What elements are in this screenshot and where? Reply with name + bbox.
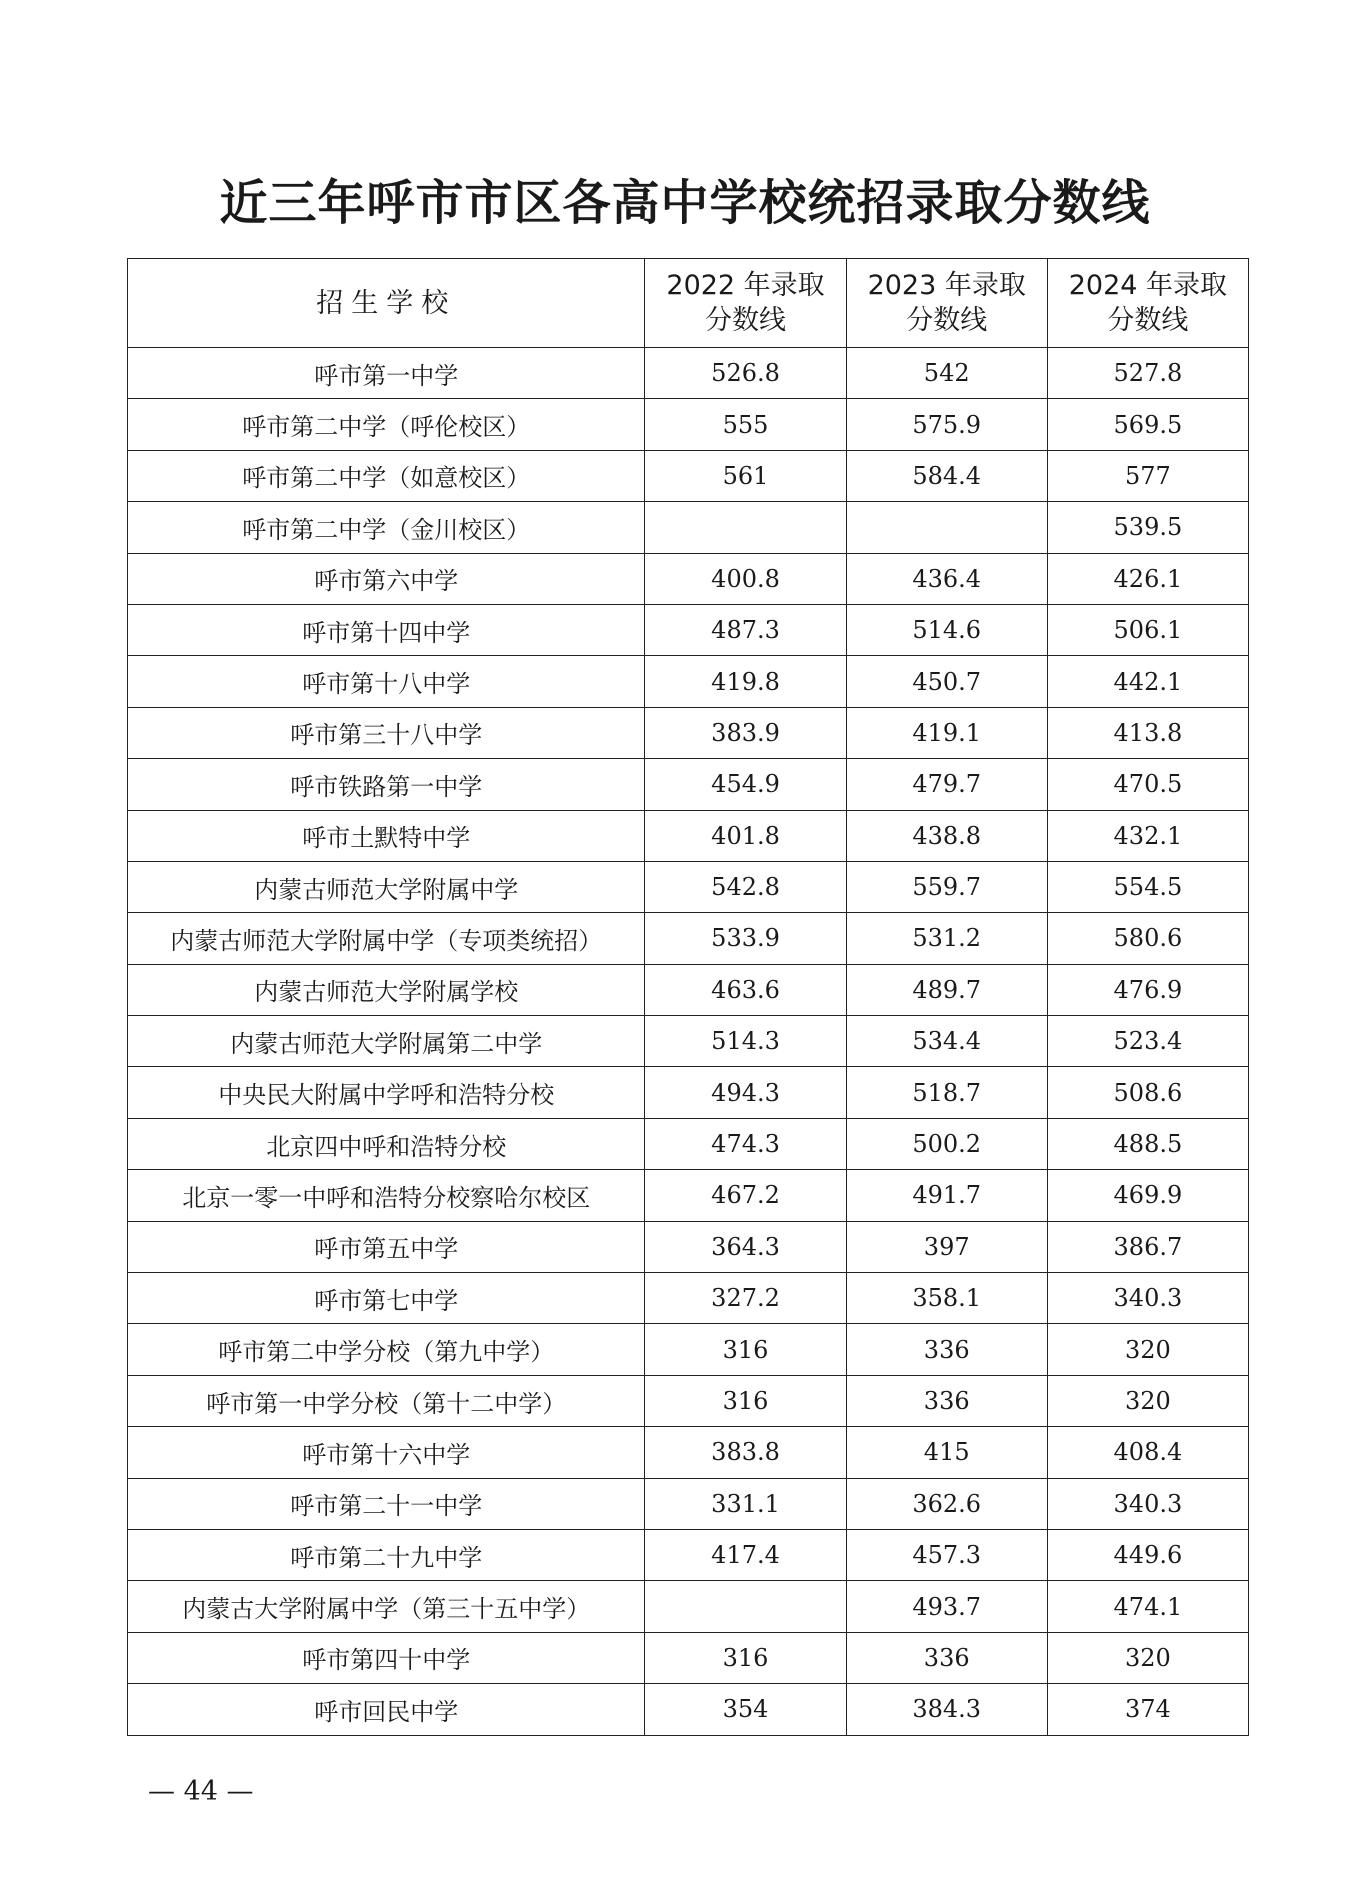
school-name: 呼市第十八中学: [128, 656, 645, 707]
school-name: 呼市第二中学（金川校区）: [128, 502, 645, 553]
score-2022: 383.9: [645, 707, 846, 758]
score-2024: 386.7: [1047, 1221, 1248, 1272]
score-2022: 331.1: [645, 1478, 846, 1529]
score-2024: 413.8: [1047, 707, 1248, 758]
score-2024: 449.6: [1047, 1529, 1248, 1580]
header-2022: [645, 259, 846, 348]
school-name: 呼市第十六中学: [128, 1427, 645, 1478]
score-2022: 401.8: [645, 810, 846, 861]
school-name: 呼市第三十八中学: [128, 707, 645, 758]
score-2022: 514.3: [645, 1016, 846, 1067]
score-2024: 320: [1047, 1632, 1248, 1683]
table-header-row: [128, 259, 1249, 348]
score-2022: 542.8: [645, 861, 846, 912]
score-2023: 491.7: [846, 1170, 1047, 1221]
school-name: 呼市土默特中学: [128, 810, 645, 861]
table-row: [128, 1427, 1249, 1478]
table-row: [128, 656, 1249, 707]
score-2022: 316: [645, 1375, 846, 1426]
school-name: 中央民大附属中学呼和浩特分校: [128, 1067, 645, 1118]
score-2022: [645, 502, 846, 553]
score-2024: 476.9: [1047, 964, 1248, 1015]
score-2024: 442.1: [1047, 656, 1248, 707]
score-2022: 533.9: [645, 913, 846, 964]
table-row: [128, 1170, 1249, 1221]
score-2023: 358.1: [846, 1273, 1047, 1324]
score-2023: 436.4: [846, 553, 1047, 604]
score-2023: 450.7: [846, 656, 1047, 707]
score-2023: 534.4: [846, 1016, 1047, 1067]
score-2023: [846, 502, 1047, 553]
table-row: [128, 604, 1249, 655]
score-2024: 470.5: [1047, 759, 1248, 810]
table-row: [128, 964, 1249, 1015]
score-2023: 336: [846, 1632, 1047, 1683]
score-2023: 500.2: [846, 1118, 1047, 1169]
score-2022: 474.3: [645, 1118, 846, 1169]
score-2024: 577: [1047, 450, 1248, 501]
school-name: 内蒙古师范大学附属学校: [128, 964, 645, 1015]
score-2023: 531.2: [846, 913, 1047, 964]
header-2024: [1047, 259, 1248, 348]
table-row: [128, 1273, 1249, 1324]
school-name: 呼市铁路第一中学: [128, 759, 645, 810]
score-2022: 316: [645, 1632, 846, 1683]
score-2023: 384.3: [846, 1684, 1047, 1735]
score-2022: 561: [645, 450, 846, 501]
score-2022: 364.3: [645, 1221, 846, 1272]
header-2024-line2: 分数线: [1107, 305, 1189, 336]
score-2024: 527.8: [1047, 348, 1248, 399]
school-name: 呼市第六中学: [128, 553, 645, 604]
school-name: 内蒙古师范大学附属第二中学: [128, 1016, 645, 1067]
school-name: 内蒙古师范大学附属中学（专项类统招）: [128, 913, 645, 964]
table-row: [128, 1684, 1249, 1735]
score-2022: 526.8: [645, 348, 846, 399]
score-2022: 555: [645, 399, 846, 450]
table-row: [128, 1118, 1249, 1169]
school-name: 呼市第一中学分校（第十二中学）: [128, 1375, 645, 1426]
school-name: 内蒙古师范大学附属中学: [128, 861, 645, 912]
score-2024: 474.1: [1047, 1581, 1248, 1632]
score-2022: 463.6: [645, 964, 846, 1015]
score-2024: 320: [1047, 1324, 1248, 1375]
score-2024: 488.5: [1047, 1118, 1248, 1169]
header-2024-line1: 2024 年录取: [1068, 270, 1228, 301]
school-name: 呼市第一中学: [128, 348, 645, 399]
table-row: [128, 348, 1249, 399]
score-2022: 467.2: [645, 1170, 846, 1221]
score-2022: 354: [645, 1684, 846, 1735]
admission-score-table: [127, 258, 1249, 1736]
table-row: [128, 1067, 1249, 1118]
score-2024: 539.5: [1047, 502, 1248, 553]
score-2023: 336: [846, 1324, 1047, 1375]
page-title: 近三年呼市市区各高中学校统招录取分数线: [219, 175, 1151, 231]
score-2024: 554.5: [1047, 861, 1248, 912]
score-2023: 514.6: [846, 604, 1047, 655]
table-row: [128, 502, 1249, 553]
score-2022: 487.3: [645, 604, 846, 655]
school-name: 呼市第二中学（呼伦校区）: [128, 399, 645, 450]
school-name: 呼市第五中学: [128, 1221, 645, 1272]
school-name: 呼市第二十九中学: [128, 1529, 645, 1580]
score-2022: 454.9: [645, 759, 846, 810]
score-2023: 584.4: [846, 450, 1047, 501]
school-name: 呼市第七中学: [128, 1273, 645, 1324]
table-row: [128, 1324, 1249, 1375]
score-2024: 432.1: [1047, 810, 1248, 861]
table-row: [128, 1375, 1249, 1426]
score-2024: 340.3: [1047, 1478, 1248, 1529]
table-row: [128, 759, 1249, 810]
score-2023: 479.7: [846, 759, 1047, 810]
school-name: 呼市回民中学: [128, 1684, 645, 1735]
school-name: 呼市第十四中学: [128, 604, 645, 655]
score-2022: 316: [645, 1324, 846, 1375]
table-row: [128, 707, 1249, 758]
score-2024: 408.4: [1047, 1427, 1248, 1478]
score-2023: 542: [846, 348, 1047, 399]
score-2023: 457.3: [846, 1529, 1047, 1580]
score-2023: 493.7: [846, 1581, 1047, 1632]
score-2023: 419.1: [846, 707, 1047, 758]
school-name: 呼市第二中学分校（第九中学）: [128, 1324, 645, 1375]
score-2024: 426.1: [1047, 553, 1248, 604]
table-row: [128, 1221, 1249, 1272]
score-2022: 417.4: [645, 1529, 846, 1580]
school-name: 北京一零一中呼和浩特分校察哈尔校区: [128, 1170, 645, 1221]
score-2024: 374: [1047, 1684, 1248, 1735]
header-2023-line2: 分数线: [906, 305, 988, 336]
score-2024: 469.9: [1047, 1170, 1248, 1221]
header-school: 招生学校: [128, 259, 645, 348]
score-2024: 508.6: [1047, 1067, 1248, 1118]
school-name: 呼市第四十中学: [128, 1632, 645, 1683]
school-name: 呼市第二十一中学: [128, 1478, 645, 1529]
score-2022: 383.8: [645, 1427, 846, 1478]
score-2023: 438.8: [846, 810, 1047, 861]
score-2024: 580.6: [1047, 913, 1248, 964]
score-2024: 340.3: [1047, 1273, 1248, 1324]
table-row: [128, 1581, 1249, 1632]
table-row: [128, 1529, 1249, 1580]
score-2023: 575.9: [846, 399, 1047, 450]
score-2022: 494.3: [645, 1067, 846, 1118]
header-2023: [846, 259, 1047, 348]
school-name: 呼市第二中学（如意校区）: [128, 450, 645, 501]
header-2022-line1: 2022 年录取: [666, 270, 825, 301]
score-2023: 518.7: [846, 1067, 1047, 1118]
table-row: [128, 1478, 1249, 1529]
school-name: 北京四中呼和浩特分校: [128, 1118, 645, 1169]
table-row: [128, 810, 1249, 861]
score-2023: 489.7: [846, 964, 1047, 1015]
table-row: [128, 861, 1249, 912]
table-row: [128, 1632, 1249, 1683]
score-2022: 400.8: [645, 553, 846, 604]
score-2024: 569.5: [1047, 399, 1248, 450]
table-row: [128, 450, 1249, 501]
table-row: [128, 1016, 1249, 1067]
page-number: — 44 —: [148, 1776, 254, 1807]
school-name: 内蒙古大学附属中学（第三十五中学）: [128, 1581, 645, 1632]
score-2023: 336: [846, 1375, 1047, 1426]
score-2022: 327.2: [645, 1273, 846, 1324]
score-2022: [645, 1581, 846, 1632]
score-2024: 320: [1047, 1375, 1248, 1426]
score-2023: 559.7: [846, 861, 1047, 912]
table-row: [128, 553, 1249, 604]
score-2023: 415: [846, 1427, 1047, 1478]
score-2023: 397: [846, 1221, 1047, 1272]
score-2024: 506.1: [1047, 604, 1248, 655]
header-2023-line1: 2023 年录取: [867, 270, 1026, 301]
score-2022: 419.8: [645, 656, 846, 707]
score-2023: 362.6: [846, 1478, 1047, 1529]
header-2022-line2: 分数线: [705, 305, 787, 336]
table-row: [128, 399, 1249, 450]
score-2024: 523.4: [1047, 1016, 1248, 1067]
table-row: [128, 913, 1249, 964]
